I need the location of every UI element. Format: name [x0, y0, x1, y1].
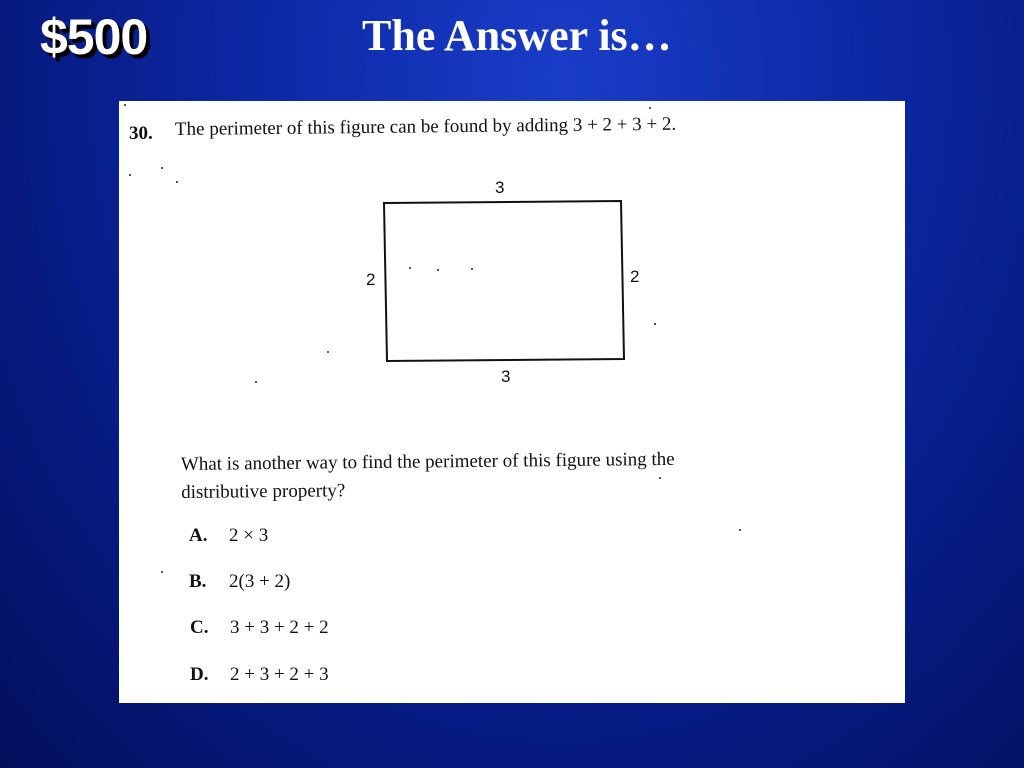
scan-speck [255, 381, 257, 383]
scan-speck [409, 267, 411, 269]
scan-speck [161, 571, 163, 573]
question-number: 30. [129, 123, 153, 144]
question-card [119, 101, 905, 703]
question-line-1: What is another way to find the perimeter of this figure using the [180, 448, 675, 476]
top-side-label: 3 [495, 178, 505, 197]
scan-speck [654, 323, 656, 325]
scan-speck [659, 477, 661, 479]
option-letter: D. [190, 664, 209, 685]
option-text: 2 × 3 [229, 525, 269, 546]
scan-speck [129, 174, 131, 176]
rectangle-shape [384, 201, 624, 361]
scan-speck [327, 351, 329, 353]
left-side-label: 2 [366, 270, 376, 289]
option-letter: A. [189, 525, 208, 546]
scan-speck [176, 181, 178, 183]
scan-speck [471, 268, 473, 270]
bottom-side-label: 3 [501, 367, 511, 386]
scan-speck [437, 269, 439, 271]
rectangle-figure [119, 101, 905, 401]
option-c [190, 617, 329, 639]
scan-speck [124, 104, 126, 106]
dollar-amount: $500 [40, 9, 148, 65]
scan-speck [161, 167, 163, 169]
slide-title: The Answer is… [362, 11, 672, 60]
right-side-label: 2 [630, 267, 640, 286]
option-d [190, 664, 329, 686]
question-line-2: distributive property? [181, 480, 346, 503]
option-text: 3 + 3 + 2 + 2 [230, 617, 329, 638]
option-b [189, 571, 290, 593]
option-letter: B. [189, 571, 207, 592]
option-a [189, 525, 268, 547]
question-stem: The perimeter of this figure can be found by adding 3 + 2 + 3 + 2. [174, 113, 677, 140]
scan-speck [649, 107, 651, 109]
scan-speck [739, 529, 741, 531]
option-text: 2 + 3 + 2 + 3 [230, 664, 329, 685]
option-text: 2(3 + 2) [229, 571, 291, 592]
distributive-question [181, 446, 675, 507]
option-letter: C. [190, 617, 209, 638]
